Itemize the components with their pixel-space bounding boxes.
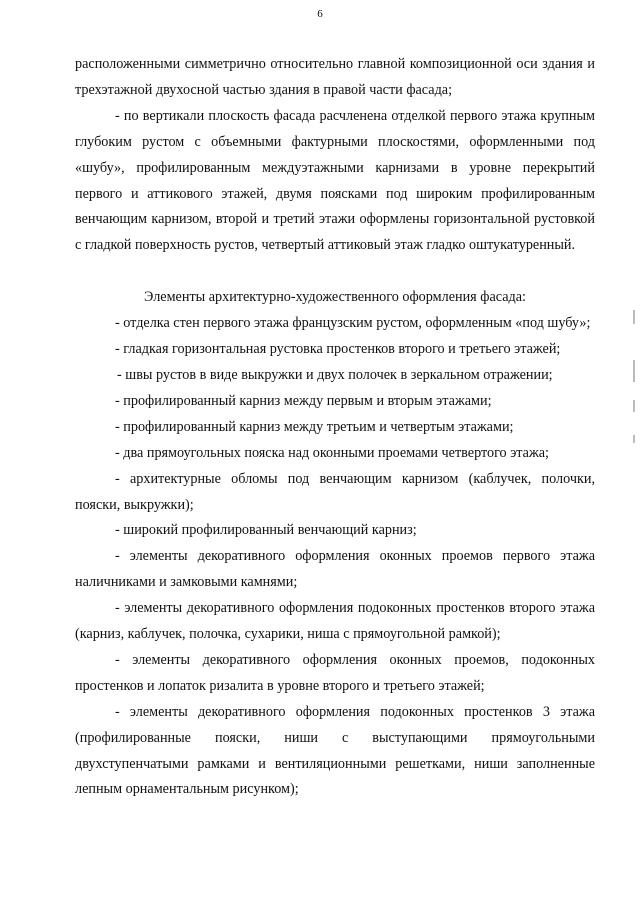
page-number: 6	[317, 8, 323, 20]
paragraph: расположенными симметрично относительно главной композиционной оси здания и трехэтажной двухосной частью здания в правой части фасада;	[75, 56, 595, 98]
list-item: - профилированный карниз между третьим и четвертым этажами;	[115, 418, 514, 435]
list-item: - профилированный карниз между первым и вторым этажами;	[115, 392, 492, 409]
list-item: - два прямоугольных пояска над оконными проемами четвертого этажа;	[115, 444, 549, 461]
list-item: - элементы декоративного оформления оконных проемов, подоконных простенков и лопаток ризалита в уровне второго и третьего этажей;	[75, 651, 595, 694]
list-item: - швы рустов в виде выкружки и двух полочек в зеркальном отражении;	[117, 366, 553, 383]
list-item: - элементы декоративного оформления подоконных простенков второго этажа (карниз, каблучек, полочка, сухарики, ниша с прямоугольной рамкой);	[75, 600, 595, 643]
scan-artifact	[633, 300, 636, 460]
paragraph: - по вертикали плоскость фасада расчленена отделкой первого этажа крупным глубоким рустом с объемными фактурными плоскостями, оформленными под «шубу», профилированным междуэтажными карнизами в уровне перекрытий первого и аттикового этажей, двумя поясками под широким профилированным венчающим карнизом, второй и третий этажи оформлены горизонтальной рустовкой с гладкой поверхность рустов, четвертый аттиковый этаж гладко оштукатуренный.	[75, 107, 595, 254]
list-item: - архитектурные обломы под венчающим карнизом (каблучек, полочки, пояски, выкружки);	[75, 470, 595, 513]
list-item: - отделка стен первого этажа французским рустом, оформленным «под шубу»;	[115, 315, 591, 332]
section-heading: Элементы архитектурно-художественного оформления фасада:	[144, 289, 526, 306]
list-item: - широкий профилированный венчающий карниз;	[115, 522, 417, 539]
list-item: - элементы декоративного оформления подоконных простенков 3 этажа (профилированные пояски, ниши с выступающими прямоугольными двухступенчатыми рамками и вентиляционными решетками, ниши заполненные лепным орнаментальным рисунком);	[75, 703, 595, 798]
document-body	[75, 52, 595, 803]
list-item: - гладкая горизонтальная рустовка простенков второго и третьего этажей;	[115, 341, 561, 358]
list-item: - элементы декоративного оформления оконных проемов первого этажа наличниками и замковыми камнями;	[75, 548, 595, 591]
